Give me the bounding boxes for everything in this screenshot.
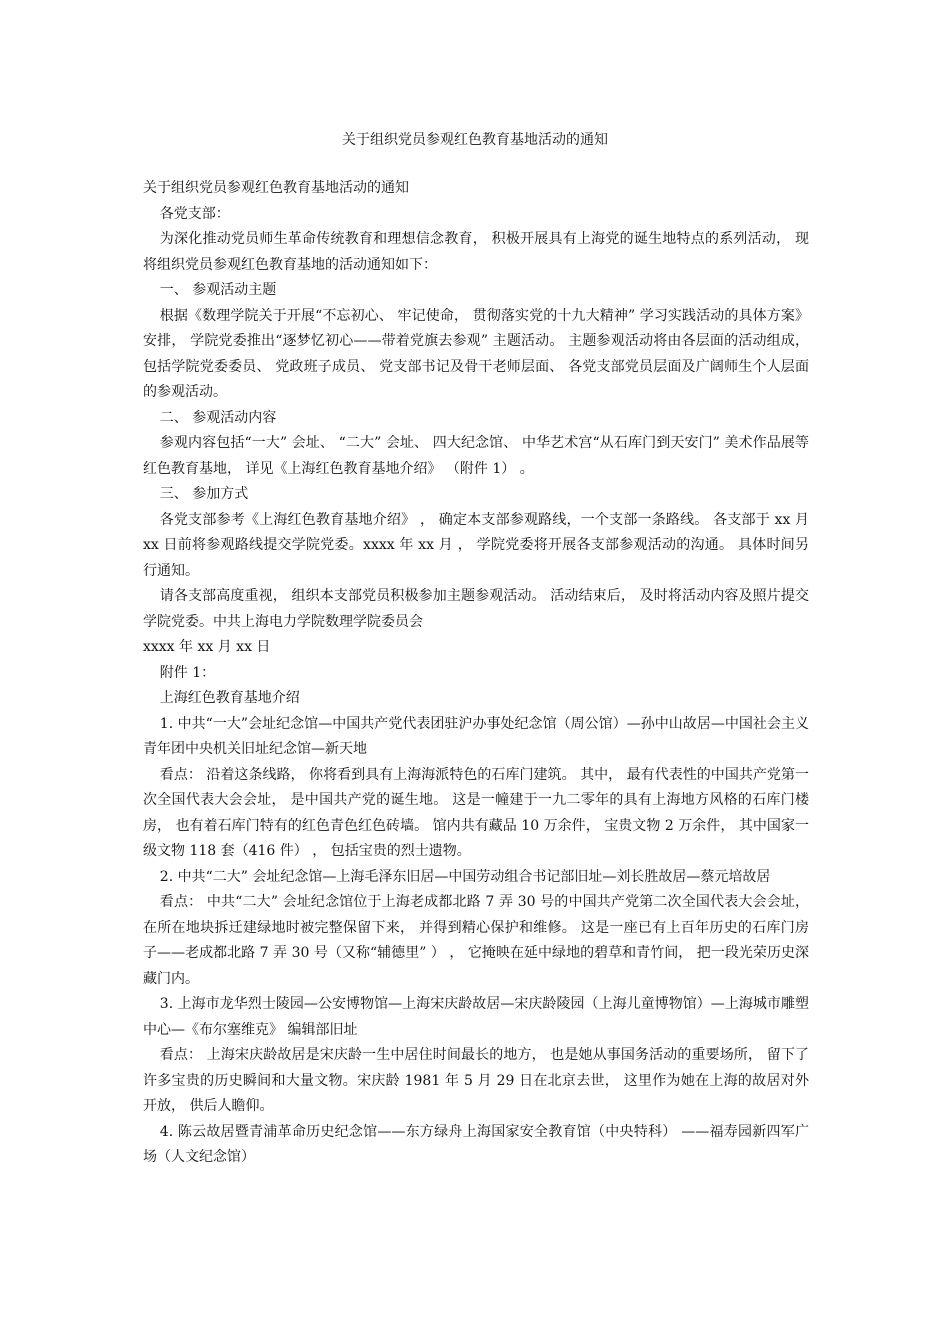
paragraph: 各党支部参考《上海红色教育基地介绍》 ， 确定本支部参观路线，一个支部一条路线。 各支部于 xx 月 xx 日前将参观路线提交学院党委。xxxx 年 xx 月 ， 学院党委将开展各支部参观活动的沟通。 具体时间另行通知。 <box>143 511 809 579</box>
paragraph: 看点： 中共“二大” 会址纪念馆位于上海老成都北路 7 弄 30 号的中国共产党第二次全国代表大会会址， 在所在地块拆迁建绿地时被完整保留下来， 并得到精心保护和维修。 这是一座已有上百年历史的石库门房子——老成都北路 7 弄 30 号（又称“辅德里” ） ， 它掩映在延中绿地的碧草和青竹间， 把一段光荣历史深藏门内。 <box>143 894 809 987</box>
paragraph: 看点： 沿着这条线路， 你将看到具有上海海派特色的石库门建筑。 其中， 最有代表性的中国共产党第一次全国代表大会会址， 是中国共产党的诞生地。 这是一幢建于一九二零年的具有上海地方风格的石库门楼房， 也有着石库门特有的红色青色红色砖墙。 馆内共有藏品 10 万余件， 宝贵文物 2 万余件， 其中国家一级文物 118 套（416 件） ， 包括宝贵的烈士遗物。 <box>143 766 809 859</box>
paragraph: 二、 参观活动内容 <box>159 409 277 426</box>
paragraph: 关于组织党员参观红色教育基地活动的通知 <box>143 180 409 196</box>
paragraph: 参观内容包括“一大” 会址、 “二大” 会址、 四大纪念馆、 中华艺术宫“从石库门到天安门” 美术作品展等红色教育基地， 详见《上海红色教育基地介绍》 （附件 1） 。 <box>143 435 809 477</box>
paragraph: 根据《数理学院关于开展“不忘初心、 牢记使命， 贯彻落实党的十九大精神” 学习实践活动的具体方案》 安排， 学院党委推出“逐梦忆初心——带着党旗去参观” 主题活动。 主题参观活动将由各层面的活动组成， 包括学院党委委员、 党政班子成员、 党支部书记及骨干老师层面、 各党支部党员层面及广阔师生个人层面的参观活动。 <box>143 307 809 400</box>
paragraph: 为深化推动党员师生革命传统教育和理想信念教育， 积极开展具有上海党的诞生地特点的系列活动， 现将组织党员参观红色教育基地的活动通知如下： <box>143 231 809 273</box>
paragraph: 4. 陈云故居暨青浦革命历史纪念馆——东方绿舟上海国家安全教育馆（中央特科） ——福寿园新四军广场（人文纪念馆） <box>143 1123 809 1165</box>
paragraph: 上海红色教育基地介绍 <box>159 690 300 706</box>
paragraph: 2. 中共“二大” 会址纪念馆—上海毛泽东旧居—中国劳动组合书记部旧址—刘长胜故居—蔡元培故居 <box>159 868 771 885</box>
paragraph: 附件 1： <box>159 664 216 681</box>
paragraph: 三、 参加方式 <box>159 486 249 502</box>
paragraph: 一、 参观活动主题 <box>159 282 277 298</box>
paragraph: 3. 上海市龙华烈士陵园—公安博物馆—上海宋庆龄故居—宋庆龄陵园（上海儿童博物馆）—上海城市雕塑中心—《布尔塞维克》 编辑部旧址 <box>143 996 809 1038</box>
paragraph: 各党支部： <box>159 205 230 222</box>
paragraph: 看点： 上海宋庆龄故居是宋庆龄一生中居住时间最长的地方， 也是她从事国务活动的重要场所， 留下了许多宝贵的历史瞬间和大量文物。宋庆龄 1981 年 5 月 29 日在北京去世， 这里作为她在上海的故居对外开放， 供后人瞻仰。 <box>143 1047 809 1114</box>
paragraph: 1. 中共“一大”会址纪念馆—中国共产党代表团驻沪办事处纪念馆（周公馆）—孙中山故居—中国社会主义青年团中央机关旧址纪念馆—新天地 <box>143 715 809 757</box>
document-body <box>143 176 809 1171</box>
paragraph: xxxx 年 xx 月 xx 日 <box>143 639 271 655</box>
document-title: 关于组织党员参观红色教育基地活动的通知 <box>342 132 608 148</box>
paragraph: 请各支部高度重视， 组织本支部党员积极参加主题参观活动。 活动结束后， 及时将活动内容及照片提交学院党委。中共上海电力学院数理学院委员会 <box>143 588 809 630</box>
